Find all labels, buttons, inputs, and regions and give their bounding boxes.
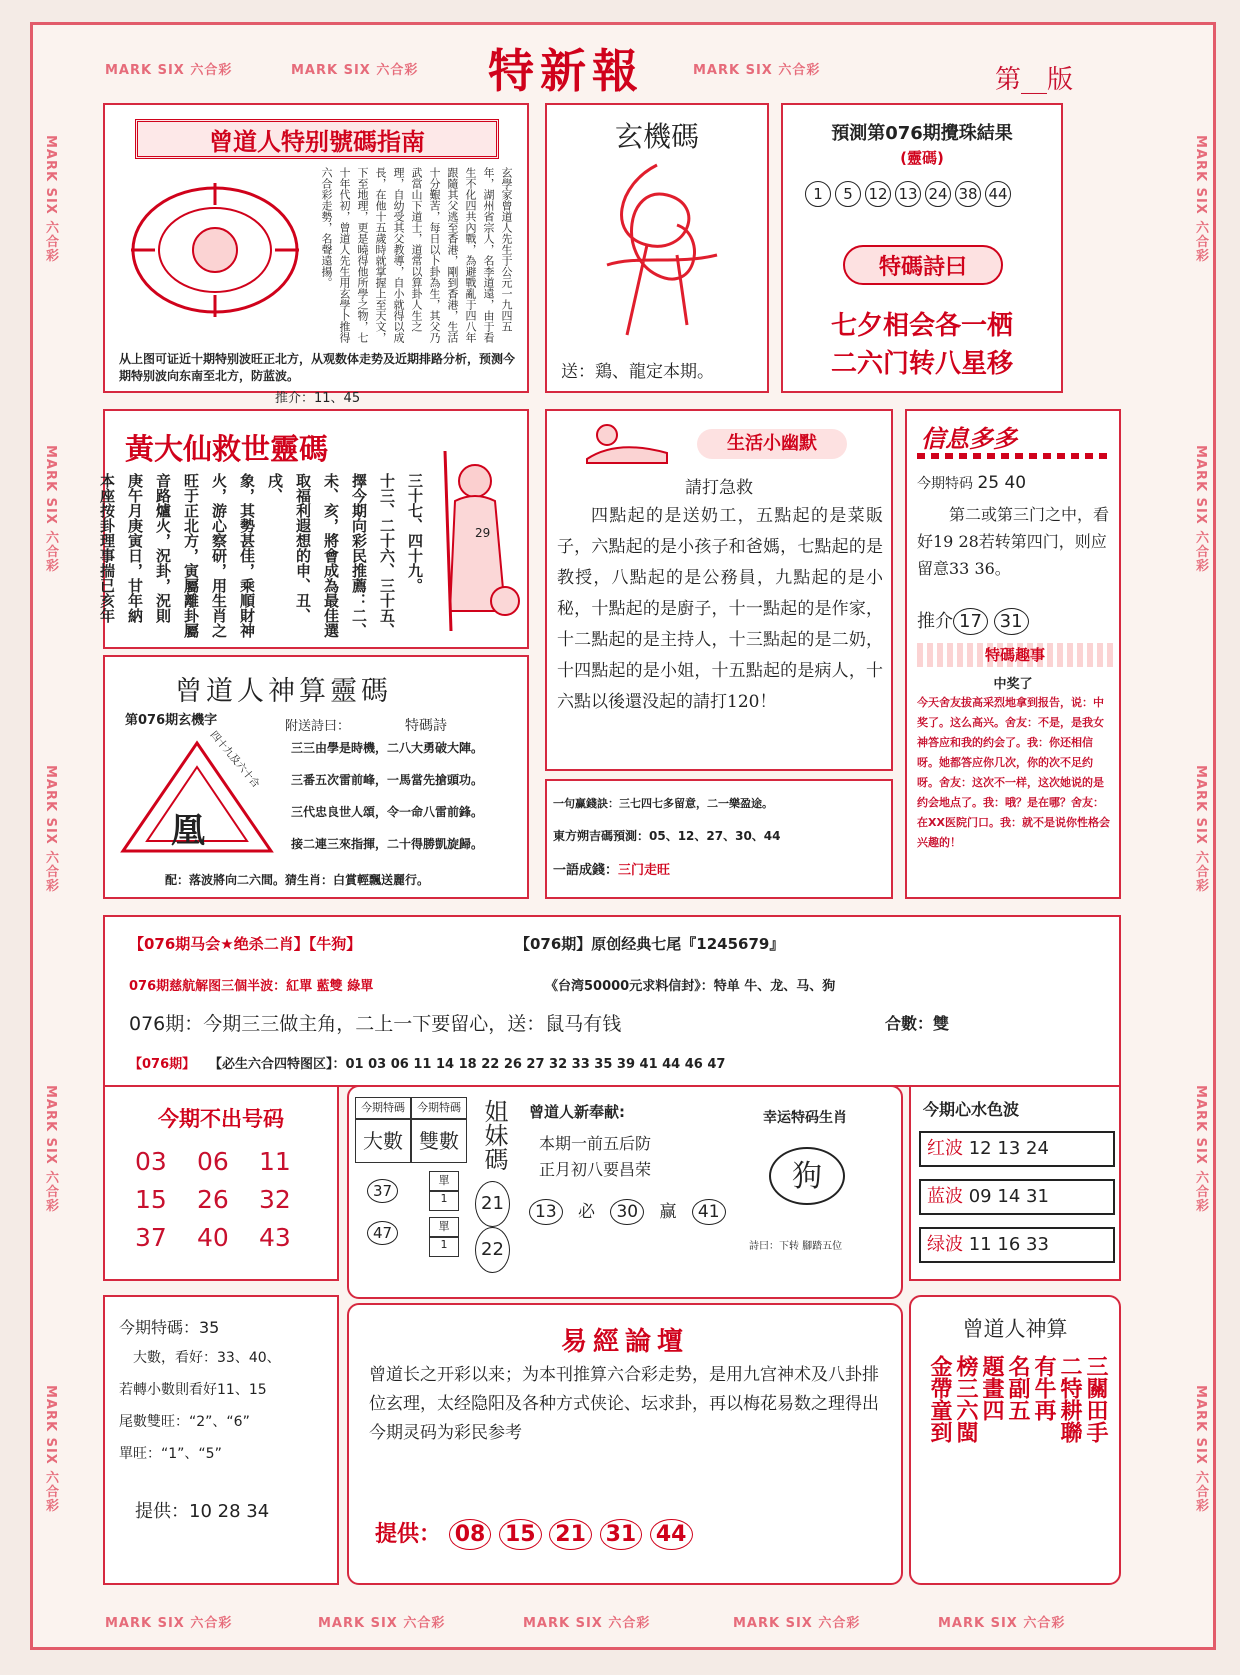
info-special (917, 473, 1026, 493)
huang-section (98, 409, 529, 649)
guide-summary: 从上图可证近十期特别波旺正北方，从观数体走势及近期排路分析，预测今期特别波向东南至北方，防蓝波。 (119, 352, 516, 383)
info-section (905, 409, 1121, 899)
frame-mark-bottom-5: MARK SIX 六合彩 (938, 1616, 1066, 1631)
wave-nums: 12 13 24 (968, 1138, 1049, 1159)
forecast-section (781, 103, 1063, 393)
wide-row-2b: 《台湾50000元求料信封》：特单 牛、龙、马、狗 (545, 979, 836, 994)
table-head-2: 今期特碼 (411, 1097, 467, 1119)
info-special-nums: 25 40 (977, 473, 1027, 493)
table-row-num: 37 (367, 1179, 398, 1203)
frame-mark-right-3: MARK SIX 六合彩 (1193, 765, 1208, 893)
nohit-grid (135, 1143, 321, 1257)
middle-row-1: 一句赢錢訣：三七四七多留意，二一樂盈途。 (553, 797, 773, 810)
shensuan-section (909, 1295, 1121, 1585)
info-sub: 中奖了 (993, 677, 1033, 692)
forecast-ball: 13 (895, 181, 921, 207)
nohit-num: 06 (197, 1147, 229, 1176)
bottom-nums (529, 1197, 726, 1225)
teji-tip: 提供：10 28 34 (135, 1501, 270, 1522)
zeng-poem-label: 附送詩曰： (285, 719, 351, 734)
forecast-sub: (靈碼) (900, 149, 944, 167)
frame-mark-bottom-1: MARK SIX 六合彩 (105, 1616, 233, 1631)
frame-mark-top-3: MARK SIX 六合彩 (693, 63, 821, 78)
info-tip-num: 31 (994, 608, 1029, 635)
wide-row-1b: 【076期】原创经典七尾『1245679』 (515, 935, 785, 953)
yijing-tip-num: 31 (600, 1519, 643, 1550)
humor-section (545, 409, 893, 771)
table-row-2 (367, 1221, 398, 1245)
forecast-ball: 24 (925, 181, 951, 207)
nohit-num: 03 (135, 1147, 167, 1176)
teji-line-4: 尾數雙旺：“2”、“6” (119, 1414, 250, 1430)
humor-title: 生活小幽默 (697, 429, 847, 459)
frame-mark-bottom-4: MARK SIX 六合彩 (733, 1616, 861, 1631)
color-wave-row-blue (919, 1179, 1115, 1215)
frame-mark-left-2: MARK SIX 六合彩 (43, 445, 58, 573)
info-divider (917, 453, 1113, 459)
wide-row-3: 076期：今期三三做主角，二上一下要留心，送：鼠马有钱 (129, 1013, 622, 1035)
info-title: 信息多多 (921, 425, 1017, 453)
bottom-num: 41 (692, 1199, 726, 1225)
color-wave-row-red (919, 1131, 1115, 1167)
yijing-tip-num: 15 (499, 1519, 542, 1550)
nohit-section (103, 1085, 339, 1281)
table-row-2-b: 1 (429, 1237, 459, 1257)
middle-row-3-value: 三门走旺 (618, 863, 671, 878)
info-special-label: 今期特码 (917, 476, 973, 492)
devote-title: 曾道人新奉献: (529, 1103, 625, 1121)
zeng-poem2-label: 特碼詩 (405, 718, 447, 734)
frame-mark-top-2: MARK SIX 六合彩 (291, 63, 419, 78)
bottom-num: 13 (529, 1199, 563, 1225)
guide-section (103, 103, 529, 406)
teji-line-5: 單旺：“1”、“5” (119, 1446, 222, 1462)
teji-line-3: 若轉小數則看好11、15 (119, 1382, 267, 1398)
middle-row-3-label: 一語成錢： (553, 863, 619, 878)
poem-title: 特碼詩曰 (843, 245, 1003, 285)
table-row-num: 47 (367, 1221, 398, 1245)
xuanji-title: 玄機碼 (614, 120, 699, 153)
nohit-num: 43 (259, 1223, 291, 1252)
frame-mark-left-4: MARK SIX 六合彩 (43, 1085, 58, 1213)
zeng-line-4: 接二連三來指揮，二十得勝凱旋歸。 (291, 837, 484, 851)
yijing-tip-num: 08 (449, 1519, 492, 1550)
frame-mark-top-1: MARK SIX 六合彩 (105, 63, 233, 78)
yijing-title: 易經論壇 (560, 1327, 689, 1357)
yijing-body: 曾道长之开彩以来；为本刊推算六合彩走势，是用九宫神术及八卦排位玄理，太经隐阳及各种方式侠论、坛求卦，再以梅花易数之理得出今期灵码为彩民参考 (369, 1365, 879, 1443)
poem-line-2: 二六门转八星移 (830, 349, 1013, 379)
frame-mark-left-3: MARK SIX 六合彩 (43, 765, 58, 893)
teji-line-1: 今期特碼：35 (119, 1318, 220, 1337)
zeng-line-1: 三三由學是時機，二八大勇破大陣。 (291, 741, 484, 755)
table-row-1 (367, 1179, 398, 1203)
humor-illustration (577, 419, 677, 469)
zeng-issue: 第076期玄機字 (125, 713, 218, 728)
info-body: 第二或第三门之中，看好19 28若转第四门，则应留意33 36。 (917, 505, 1110, 578)
color-wave-section (909, 1085, 1121, 1281)
info-tip-num: 17 (953, 608, 988, 635)
teji-section (103, 1295, 339, 1585)
sister-title: 姐妹碼 (480, 1099, 508, 1171)
page-title: 特新報 (488, 44, 644, 98)
guide-body: 玄學家曾道人先生于公元一九四五年，湖州省宗人，名李道遠，由于看生不化四共內戰，為避戰亂于四八年跟隨其父逃至香港，剛到香港，生活十分艱苦，每日以卜卦為生，其父乃武當山下道士，道常以算卦人生之理，自幼受其父教導，自小就得以成長，在他十五歲時就掌握上至天文，下至地理，更是曉得他所學之物，七十年代初，曾道人先生用玄學卜推得六合彩走勢，名聲遠揚。 (320, 167, 513, 343)
newspaper-page (30, 22, 1216, 1650)
frame-mark-bottom-2: MARK SIX 六合彩 (318, 1616, 446, 1631)
wide-row-1a: 【076期马会★绝杀二肖】【牛狗】 (129, 935, 362, 953)
frame-mark-right-4: MARK SIX 六合彩 (1193, 1085, 1208, 1213)
forecast-ball: 12 (865, 181, 891, 207)
shensuan-text: 三關田手 二特耕聯 有牛再 名副五 題畫四 榜三六閩 金帶童到 (927, 1355, 1109, 1443)
devote-line-1: 本期一前五后防 (539, 1134, 652, 1153)
frame-mark-left-1: MARK SIX 六合彩 (43, 135, 58, 263)
forecast-balls (805, 181, 1055, 207)
huang-text: 三十七、四十九。 十三、二十六、三十五、 擇今期向彩民推薦：二、 未、亥，將會成為最佳選 取福利遐想的申、丑、戌、 象，其勢甚佳，乘順財神 火，游心察研，用生肖之 旺于正北方，寅屬離卦屬 音路爐火，況卦，況則 庚午月庚寅日，甘年納 本座按卦理事揣已亥年 (98, 473, 424, 638)
devote-line-2: 正月初八要昌荣 (539, 1160, 652, 1179)
lucky-title: 幸运特码生肖 (763, 1110, 847, 1126)
frame-mark-bottom-3: MARK SIX 六合彩 (523, 1616, 651, 1631)
bottom-word: 赢 (659, 1202, 677, 1222)
guide-tip: 推介：11、45 (275, 391, 361, 406)
wide-row-2a: 076期慈航解图三個半波：紅單 藍雙 綠單 (129, 979, 374, 994)
nohit-num: 40 (197, 1223, 229, 1252)
table-val-1: 大數 (355, 1119, 411, 1163)
bottom-num: 30 (610, 1199, 644, 1225)
center-table-section (347, 1085, 903, 1299)
nohit-num: 11 (259, 1147, 291, 1176)
table-row-1-b: 1 (429, 1191, 459, 1211)
wide-row-4b: 【必生六合四特图区】：01 03 06 11 14 18 22 26 27 32 33 35 39 41 44 46 47 (209, 1057, 726, 1072)
table-head-1: 今期特碼 (355, 1097, 411, 1119)
info-tip-label: 推介 (917, 611, 953, 632)
humor-body: 四點起的是送奶工，五點起的是菜販子，六點起的是小孩子和爸媽，七點起的是教授，八點起的是公務員，九點起的是小秘，十點起的是廚子，十一點起的是作家，十二點起的是主持人，十三點起的是二奶，十四點起的是小姐，十五點起的是病人，十六點以後還没起的請打120！ (557, 506, 883, 712)
zeng-section (103, 655, 529, 899)
sister-nums (475, 1181, 510, 1273)
huang-title: 黃大仙救世靈碼 (125, 432, 329, 466)
triangle-text: 四十九及六十合 (207, 729, 262, 791)
table-val-2: 雙數 (411, 1119, 467, 1163)
wave-label: 蓝波 (927, 1186, 963, 1207)
info-tip (917, 607, 1029, 635)
table-row-1-a: 單 (429, 1171, 459, 1191)
bottom-word: 必 (578, 1202, 596, 1222)
wave-nums: 09 14 31 (968, 1186, 1049, 1207)
table-row-2-a: 單 (429, 1217, 459, 1237)
nohit-num: 37 (135, 1223, 167, 1252)
wave-label: 红波 (927, 1138, 963, 1159)
nohit-num: 15 (135, 1185, 167, 1214)
zeng-line-3: 三代忠良世人頌，令一命八雷前鋒。 (291, 805, 484, 819)
wide-section (103, 915, 1121, 1087)
middle-row-2: 東方朔吉碼預測：05、12、27、30、44 (553, 829, 781, 843)
yijing-tip-num: 44 (650, 1519, 693, 1550)
xuanji-caption: 送：鶏、龍定本期。 (561, 362, 714, 382)
lucky-zodiac: 狗 (769, 1147, 845, 1205)
bagua-diagram (125, 175, 305, 325)
zeng-footer: 配：落波將向二六間。猜生肖：白賞輕飄送麗行。 (165, 873, 430, 887)
teji-line-2: 大數，看好：33、40、 (133, 1350, 281, 1366)
frame-mark-right-5: MARK SIX 六合彩 (1193, 1385, 1208, 1513)
sister-num: 22 (475, 1227, 510, 1273)
color-wave-row-green (919, 1227, 1115, 1263)
frame-mark-right-2: MARK SIX 六合彩 (1193, 445, 1208, 573)
info-banner: 特碼趣事 (917, 643, 1113, 667)
xuanji-sketch (587, 155, 737, 345)
wave-nums: 11 16 33 (968, 1234, 1049, 1255)
edition-label: 第__版 (995, 65, 1074, 95)
wide-row-3b: 合數：雙 (885, 1014, 950, 1033)
info-story: 今天舍友拔高采烈地拿到报告，说：中奖了。这么高兴。舍友：不是，是我女神答应和我的约会了。我：你还相信呀。她都答应你几次，你的次不足约呀。舍友：这次不一样，这次她说的是约会地点了。我：哦？是在哪？舍友：在XX医院门口。我：就不是说你性格会兴趣的！ (917, 696, 1110, 849)
yijing-tip-label: 提供： (375, 1522, 442, 1547)
poem-line-1: 七夕相会各一栖 (830, 311, 1013, 341)
middle-row-section (545, 779, 893, 899)
lucky-note: 詩曰：下转 腳踏五位 (749, 1241, 843, 1252)
yijing-tip (375, 1517, 693, 1550)
forecast-ball: 1 (805, 181, 831, 207)
huang-badge: 29 (475, 526, 491, 540)
forecast-ball: 5 (835, 181, 861, 207)
zeng-line-2: 三番五次雷前峰，一馬當先搶頭功。 (291, 773, 484, 787)
forecast-ball: 38 (955, 181, 981, 207)
frame-mark-right-1: MARK SIX 六合彩 (1193, 135, 1208, 263)
yijing-tip-num: 21 (549, 1519, 592, 1550)
wide-row-4a: 【076期】 (129, 1057, 196, 1072)
nohit-num: 26 (197, 1185, 229, 1214)
nohit-num: 32 (259, 1185, 291, 1214)
triangle-char: 凰 (171, 811, 205, 851)
humor-subtitle: 請打急救 (685, 478, 753, 498)
color-wave-title: 今期心水色波 (923, 1100, 1020, 1119)
middle-row-3 (553, 859, 670, 878)
forecast-title: 預測第076期攪珠結果 (831, 123, 1013, 144)
guide-title: 曾道人特别號碼指南 (135, 119, 499, 159)
yijing-section (347, 1303, 903, 1585)
nohit-title: 今期不出号码 (158, 1107, 284, 1131)
wave-label: 绿波 (927, 1234, 963, 1255)
sister-num: 21 (475, 1181, 510, 1227)
shensuan-title: 曾道人神算 (962, 1317, 1068, 1341)
zeng-title: 曾道人神算靈碼 (175, 676, 392, 707)
forecast-ball: 44 (985, 181, 1011, 207)
xuanji-section (545, 103, 769, 393)
frame-mark-left-5: MARK SIX 六合彩 (43, 1385, 58, 1513)
